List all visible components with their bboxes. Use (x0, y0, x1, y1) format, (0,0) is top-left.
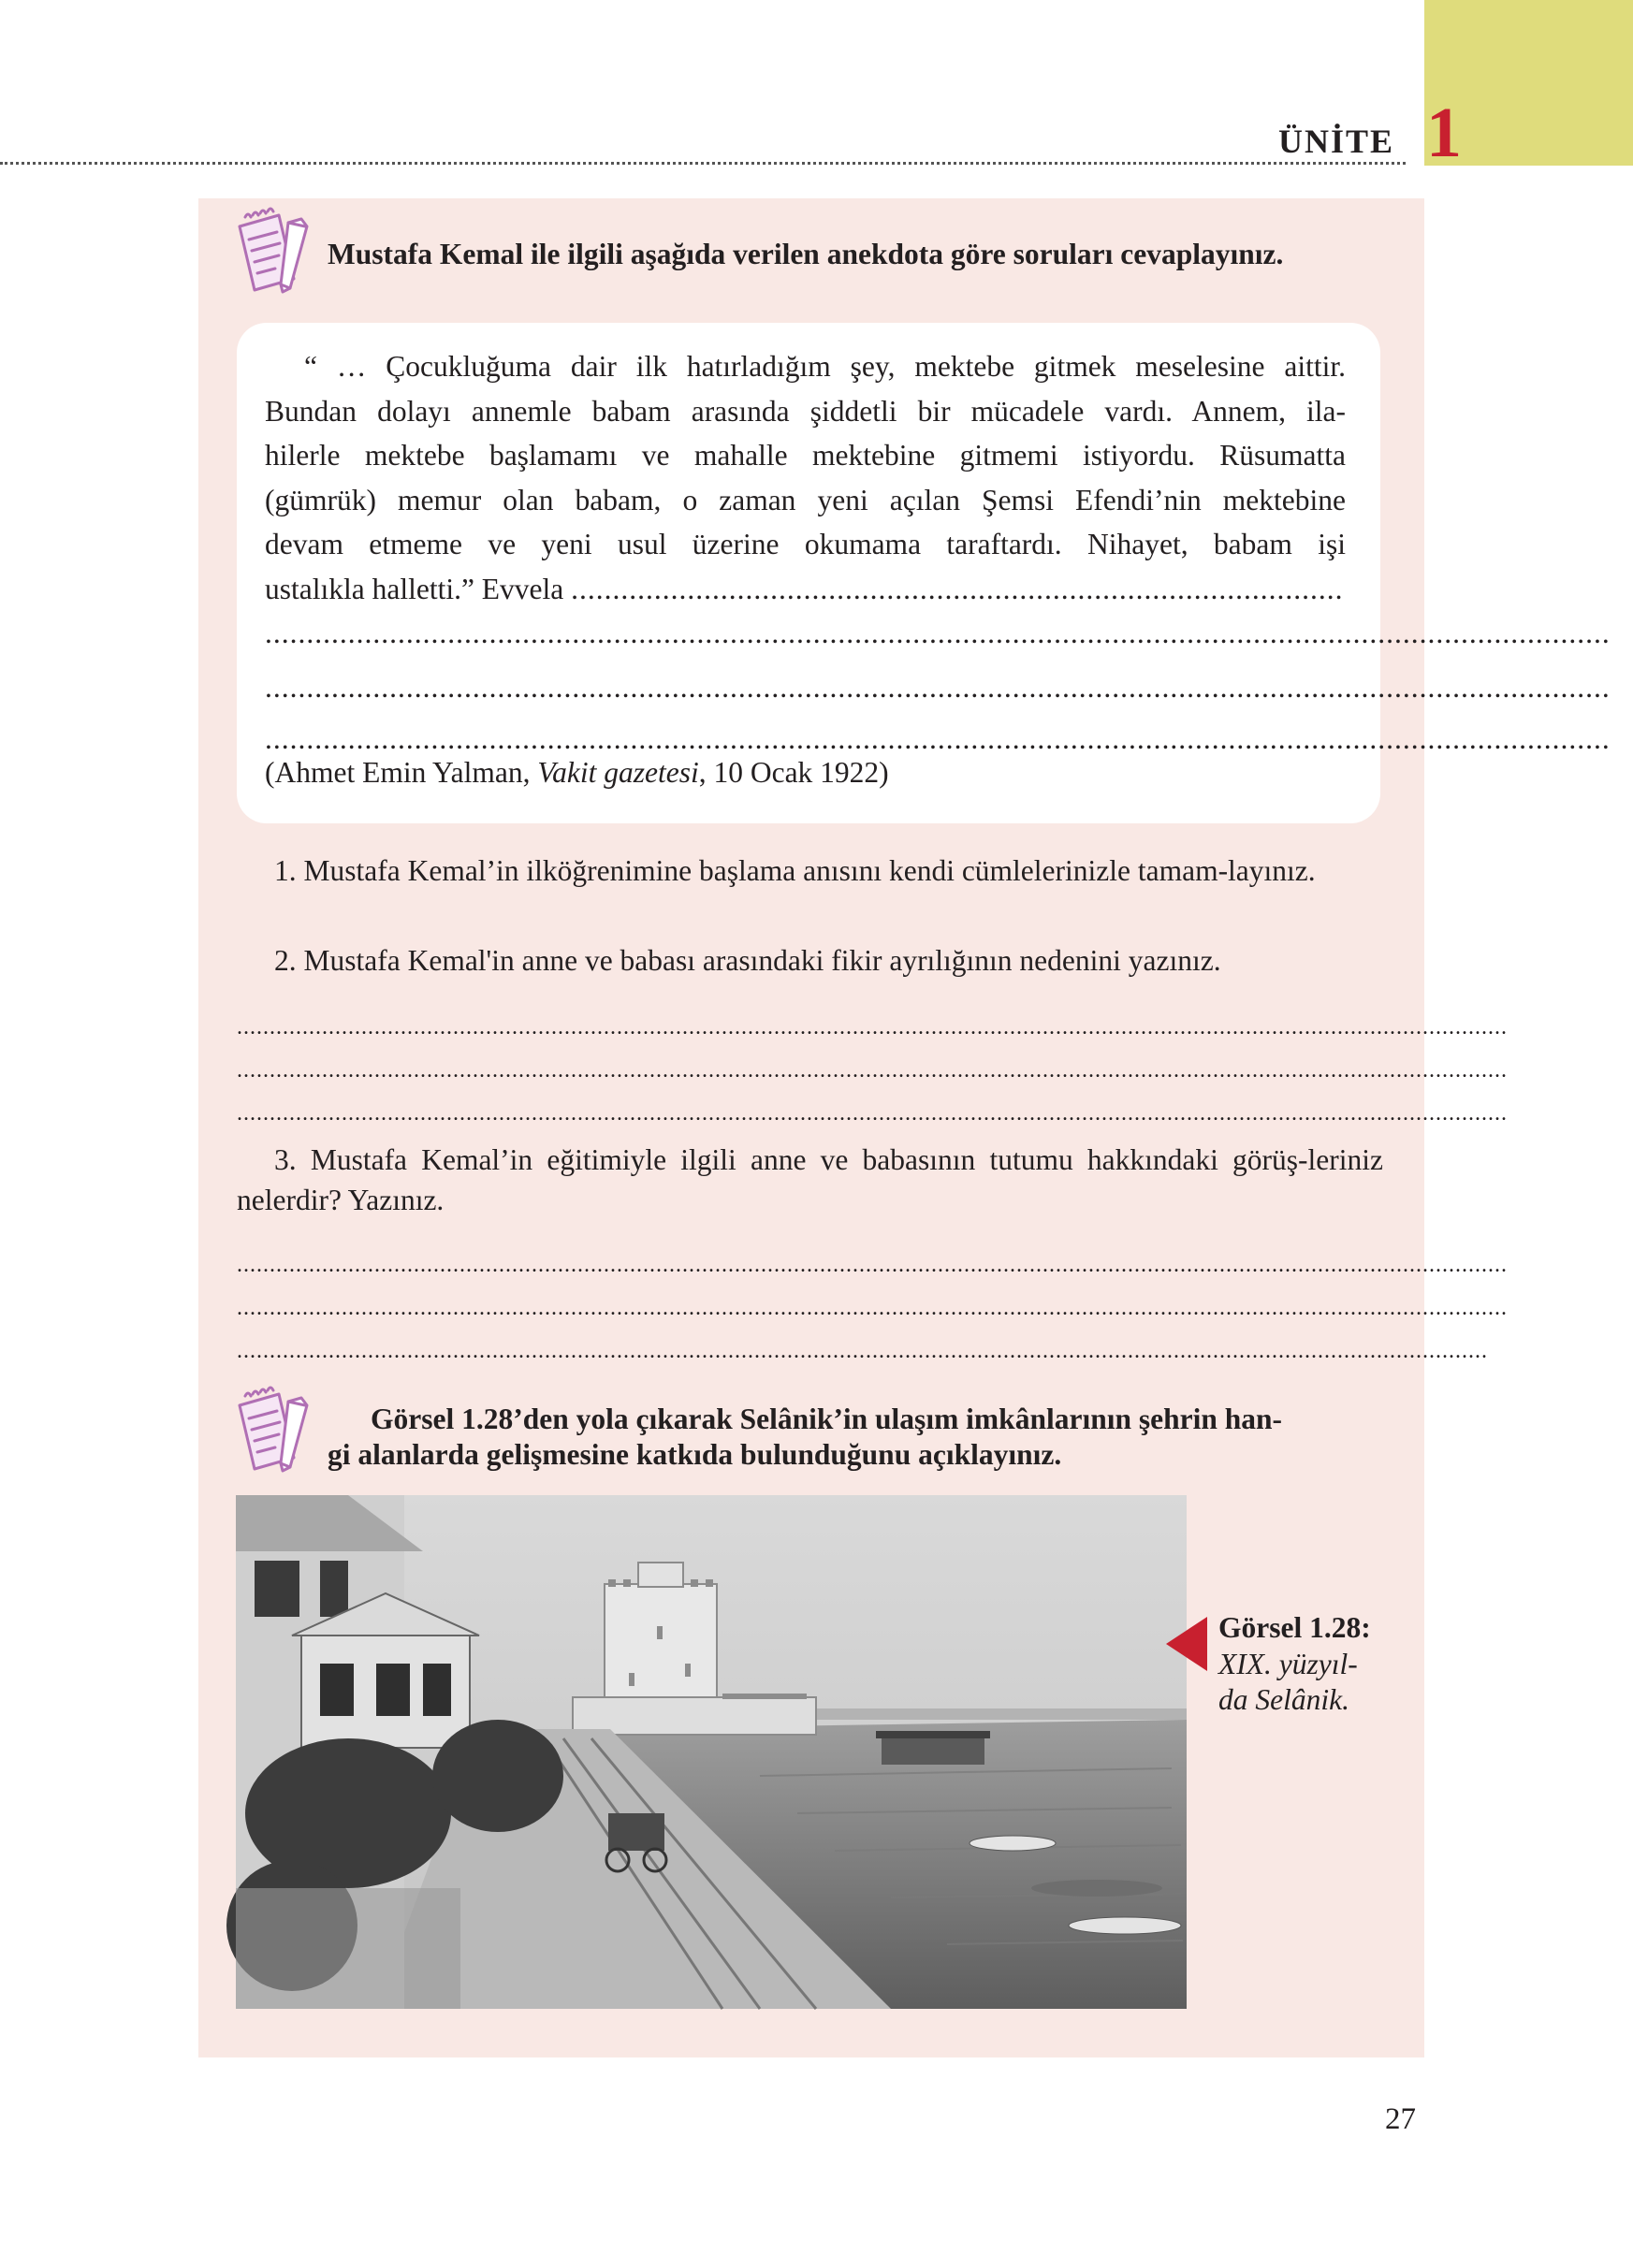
quote-line: ustalıkla halletti.” Evvela (265, 572, 564, 605)
quote-last-line (265, 567, 1346, 612)
caption-title: Görsel 1.28: (1218, 1611, 1371, 1644)
caption-pointer-icon (1166, 1617, 1207, 1671)
quote-line: hilerle mektebe başlamamı ve mahalle mektebine gitmemi istiyordu. Rüsumatta (265, 439, 1346, 472)
photo-illustration (236, 1495, 1187, 2009)
fill-in-line[interactable]: .................................................................................................................................................................. (265, 617, 1611, 649)
quote-line: Bundan dolayı annemle babam arasında şiddetli bir mücadele vardı. Annem, ila- (265, 394, 1346, 428)
activity-1-instruction: Mustafa Kemal ile ilgili aşağıda verilen anekdota göre soruları cevaplayınız. (328, 238, 1284, 270)
unit-number: 1 (1426, 94, 1462, 172)
caption-line: XIX. yüzyıl- (1218, 1648, 1358, 1680)
fill-in-line[interactable]: .................................................................................................................................................................. (265, 722, 1611, 755)
unit-label: ÜNİTE (1277, 123, 1394, 160)
quote-line: (gümrük) memur olan babam, o zaman yeni açılan Şemsi Efendi’nin mektebine (265, 483, 1346, 516)
question-2: 2. Mustafa Kemal'in anne ve babası arasındaki fikir ayrılığının nedenini yazınız. (274, 944, 1221, 977)
notepad-pencil-icon (232, 1385, 313, 1478)
fill-in-line[interactable]: .................................................................................................................................................................. (265, 670, 1611, 704)
caption-body (1218, 1647, 1406, 1718)
source-publication: Vakit gazetesi (537, 756, 699, 789)
activity-2-instruction-line: gi alanlarda gelişmesine katkıda bulunduğunu açıklayınız. (328, 1438, 1062, 1471)
source-author: (Ahmet Emin Yalman, (265, 756, 538, 789)
answer-line[interactable]: ............................................................................................................................................................................................... (237, 1339, 1488, 1363)
header-divider (0, 162, 1406, 165)
quote-line: “ … Çocukluğuma dair ilk hatırladığım şey, mektebe gitmek meselesine aittir. (304, 350, 1346, 383)
question-1: 1. Mustafa Kemal’in ilköğrenimine başlama anısını kendi cümlelerinizle tamam-layınız. (274, 854, 1316, 887)
activity-2-instruction (328, 1402, 1348, 1473)
answer-line[interactable]: .................................................................................................................................................................................................. (237, 1058, 1508, 1083)
activity-2-instruction-line: Görsel 1.28’den yola çıkarak Selânik’in ulaşım imkânlarının şehrin han- (371, 1403, 1283, 1435)
anecdote-quote (265, 344, 1611, 762)
question-3: 3. Mustafa Kemal’in eğitimiyle ilgili anne ve babasının tutumu hakkındaki görüş-leriniz nelerdir? Yazınız. (237, 1143, 1383, 1216)
source-date: , 10 Ocak 1922) (698, 756, 889, 789)
page-number: 27 (1385, 2102, 1416, 2136)
notepad-pencil-icon (232, 206, 313, 299)
answer-line[interactable]: .................................................................................................................................................................................................. (237, 1101, 1508, 1126)
answer-line[interactable]: .................................................................................................................................................................................................. (237, 1296, 1508, 1320)
answer-line[interactable]: .................................................................................................................................................................................................. (237, 1253, 1508, 1277)
quote-line: devam etmeme ve yeni usul üzerine okumama taraftardı. Nihayet, babam işi (265, 528, 1346, 560)
caption-line: da Selânik. (1218, 1683, 1349, 1716)
historic-photo-selanik (236, 1495, 1187, 2009)
answer-line[interactable]: .................................................................................................................................................................................................. (237, 1015, 1508, 1040)
quote-source (265, 756, 889, 790)
fill-in-dots[interactable]: ............................................................................................. (571, 572, 1344, 605)
